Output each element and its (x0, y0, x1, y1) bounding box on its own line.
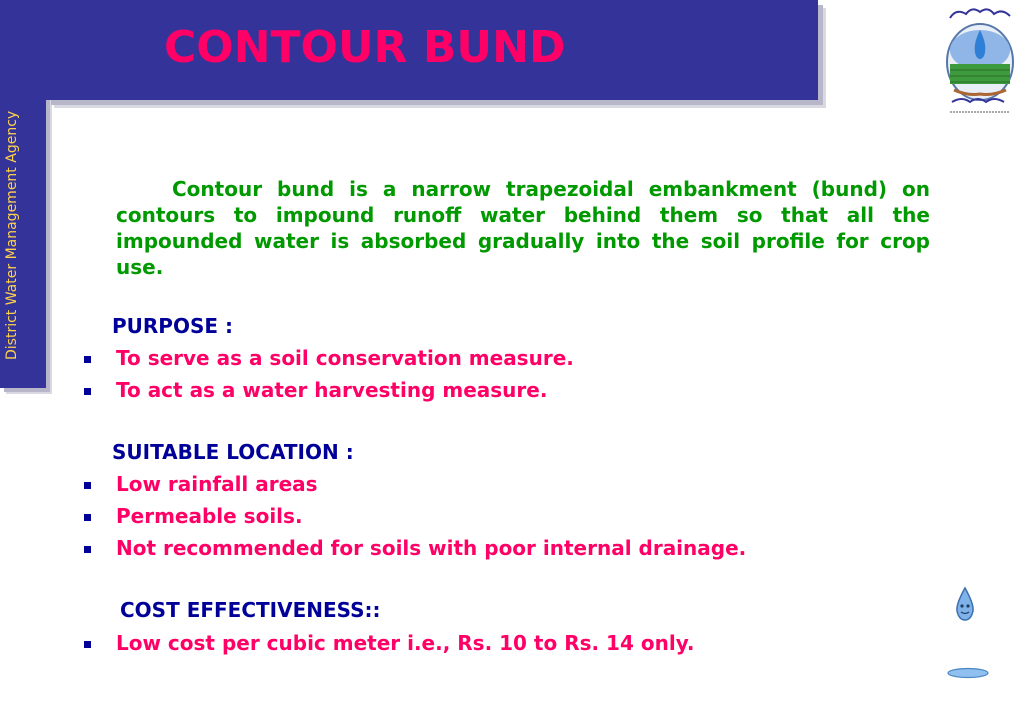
purpose-list (80, 342, 574, 406)
suitable-location-list (80, 468, 746, 564)
bullet-square-icon (84, 482, 91, 489)
list-item-text: Permeable soils. (116, 504, 303, 528)
bullet-square-icon (84, 641, 91, 648)
bullet-square-icon (84, 546, 91, 553)
list-item-text: Low cost per cubic meter i.e., Rs. 10 to Rs. 14 only. (116, 631, 695, 655)
list-item-text: To act as a water harvesting measure. (116, 378, 548, 402)
slide-title: CONTOUR BUND (164, 22, 566, 73)
list-item (80, 627, 695, 659)
agency-label: District Water Management Agency (4, 110, 20, 360)
bullet-square-icon (84, 356, 91, 363)
intro-paragraph (116, 176, 930, 280)
list-item (80, 468, 746, 500)
list-item (80, 500, 746, 532)
list-item-text: To serve as a soil conservation measure. (116, 346, 574, 370)
sidebar-band (0, 0, 46, 388)
list-item (80, 374, 574, 406)
list-item (80, 532, 746, 564)
bullet-square-icon (84, 514, 91, 521)
cost-effectiveness-list (80, 627, 695, 659)
purpose-heading: PURPOSE : (112, 314, 233, 338)
list-item-text: Low rainfall areas (116, 472, 318, 496)
puddle-nav-icon[interactable] (946, 666, 990, 680)
jala-samrakshana-emblem-icon (942, 4, 1018, 116)
cost-effectiveness-heading: COST EFFECTIVENESS:: (120, 598, 381, 622)
water-drop-icon[interactable] (952, 586, 978, 622)
suitable-location-heading: SUITABLE LOCATION : (112, 440, 354, 464)
list-item (80, 342, 574, 374)
bullet-square-icon (84, 388, 91, 395)
intro-text: Contour bund is a narrow trapezoidal embankment (bund) on contours to impound runoff water behind them so that all the impounded water is absorbed gradually into the soil profile for crop use. (116, 177, 930, 279)
list-item-text: Not recommended for soils with poor internal drainage. (116, 536, 747, 560)
